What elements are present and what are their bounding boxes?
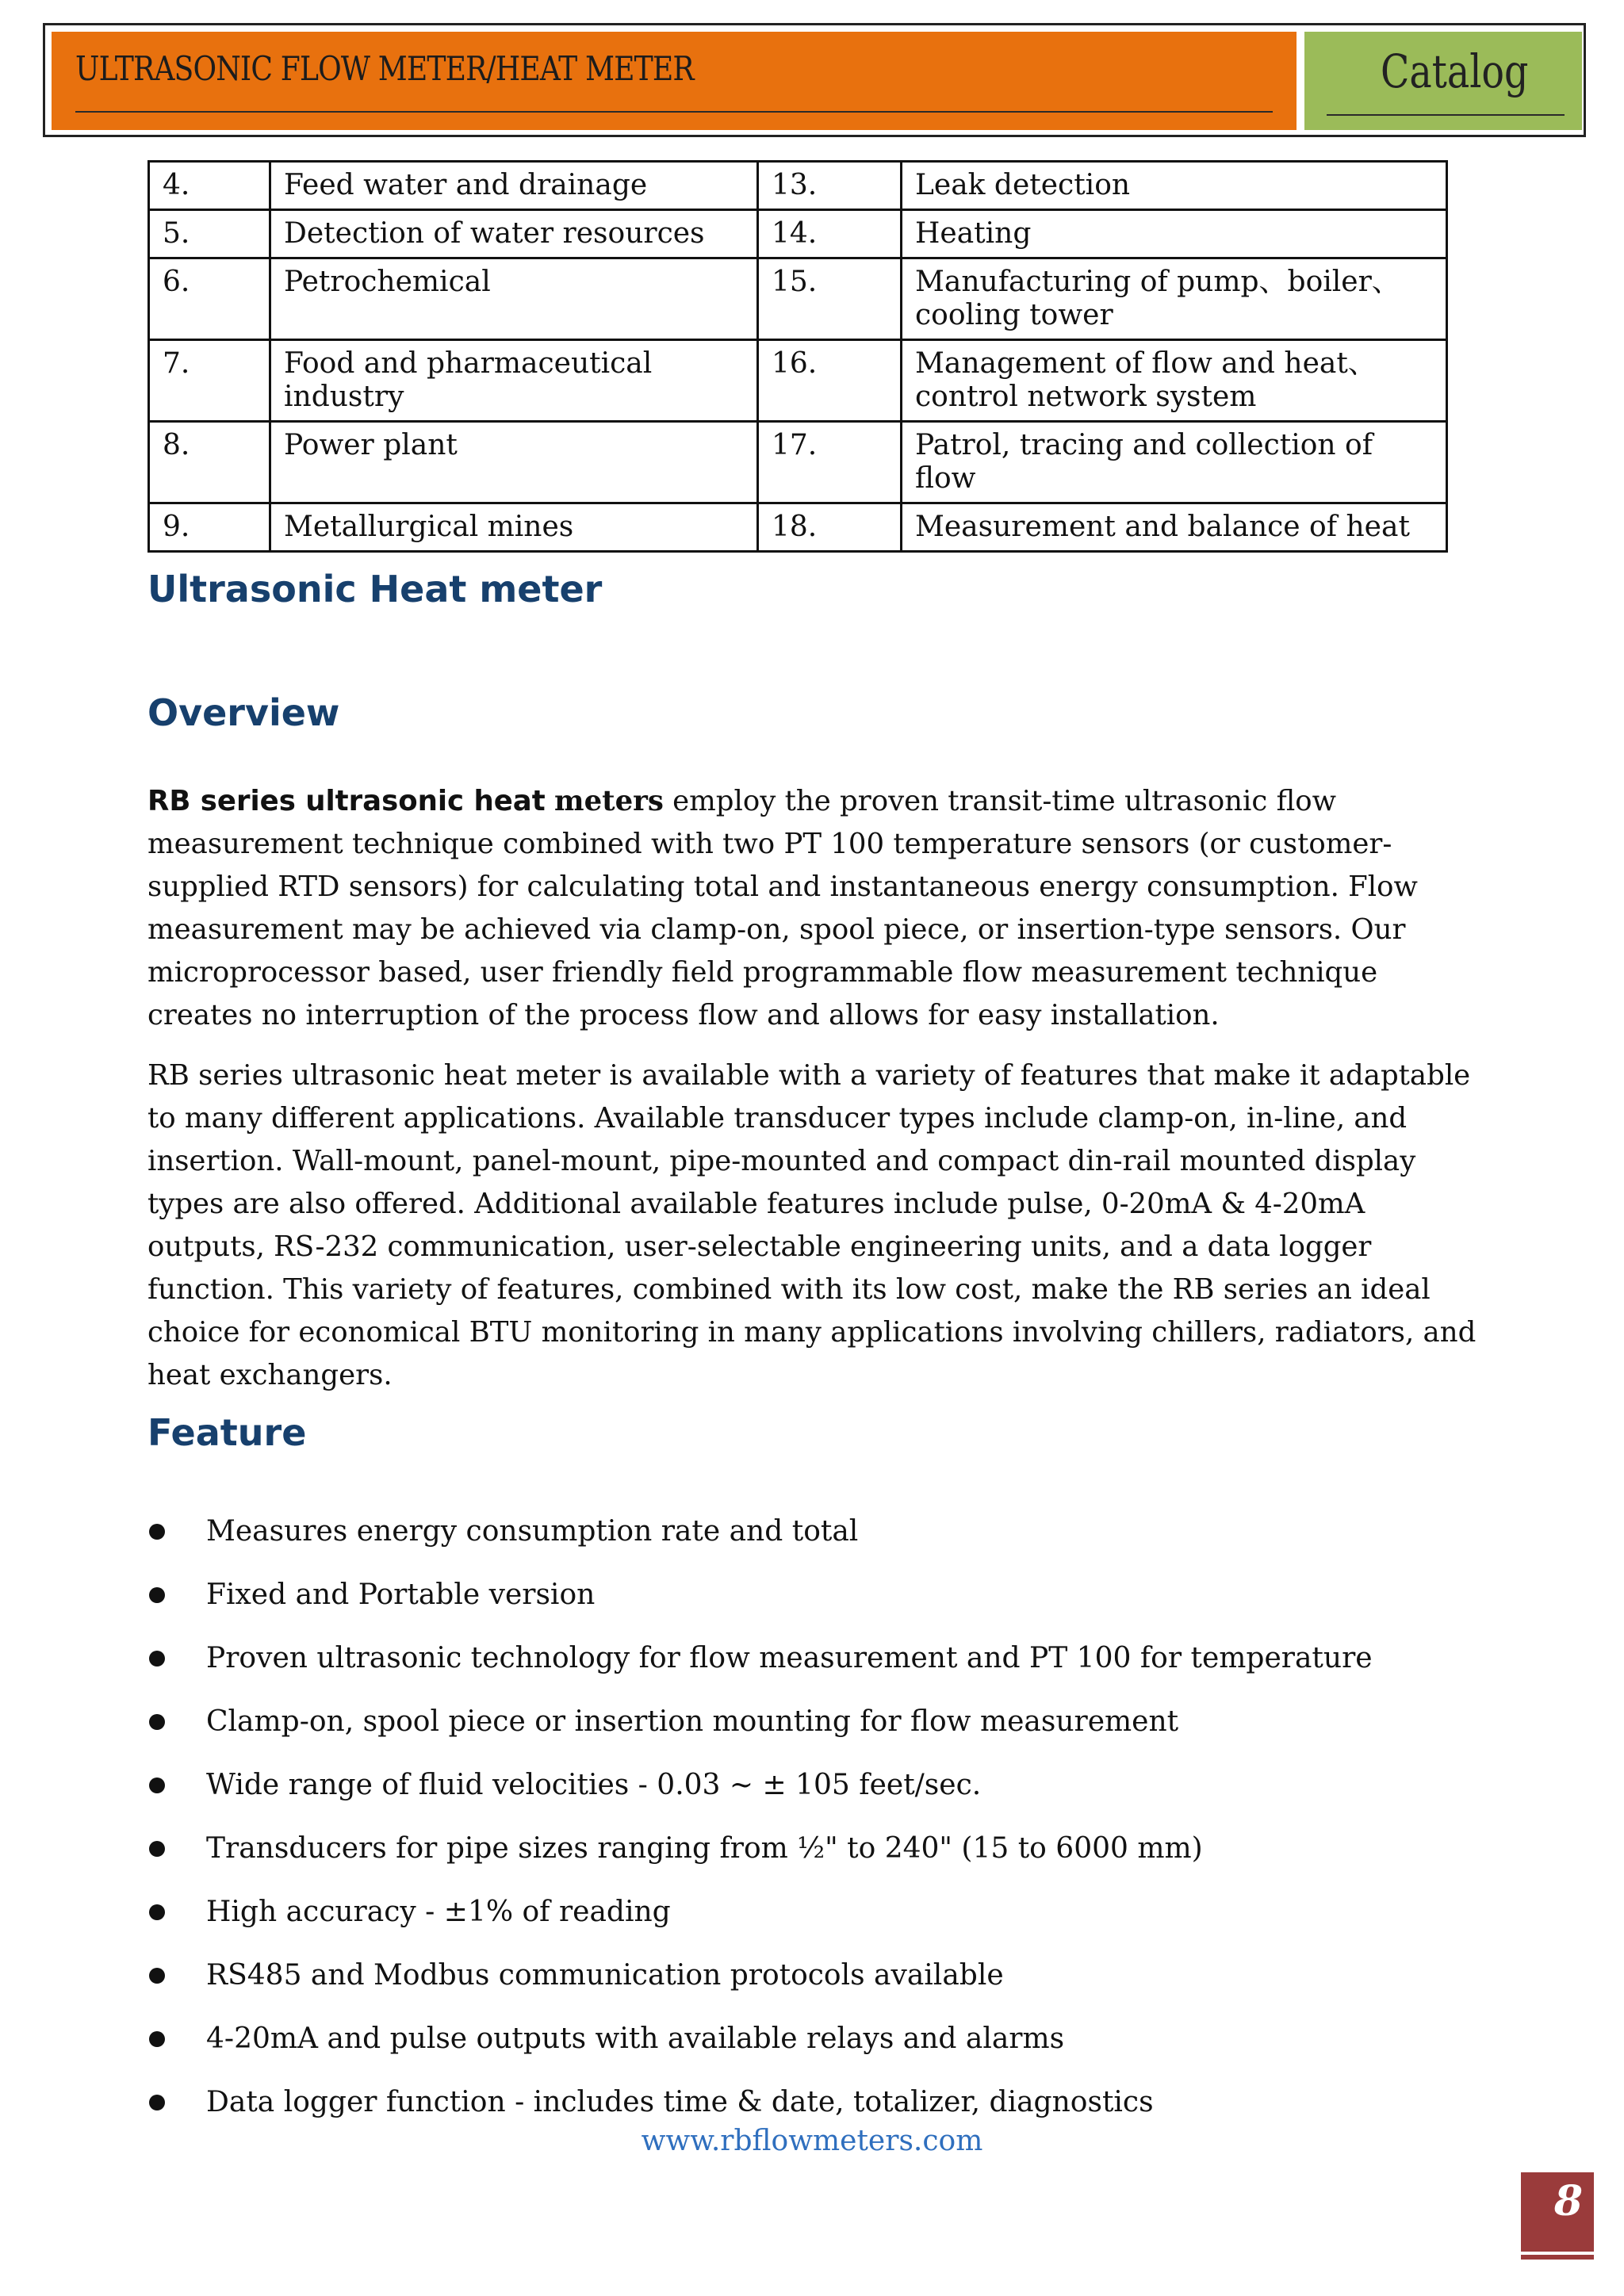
overview-bold-lead: RB series ultrasonic heat — [147, 785, 546, 817]
table-cell: Heating — [902, 210, 1447, 258]
bullet-icon — [149, 1841, 165, 1857]
heat-meter-heading: Ultrasonic Heat meter — [147, 568, 603, 610]
catalog-rule — [1327, 114, 1565, 116]
table-cell: Leak detection — [902, 162, 1447, 210]
table-cell: 5. — [149, 210, 270, 258]
catalog-label: Catalog — [1381, 44, 1529, 98]
table-cell: 9. — [149, 503, 270, 552]
bullet-icon — [149, 1904, 165, 1920]
table-row — [149, 258, 1447, 340]
table-row — [149, 210, 1447, 258]
feature-text: Transducers for pipe sizes ranging from ½" to 240" (15 to 6000 mm) — [206, 1832, 1203, 1865]
table-cell: Patrol, tracing and collection of flow — [902, 422, 1447, 503]
table-cell: Petrochemical — [270, 258, 758, 340]
table-cell: 7. — [149, 340, 270, 422]
list-item — [147, 1701, 1373, 1765]
table-cell: Manufacturing of pump、boiler、cooling tower — [902, 258, 1447, 340]
overview-paragraph-1 — [147, 780, 1480, 1037]
feature-text: 4-20mA and pulse outputs with available relays and alarms — [206, 2022, 1065, 2055]
table-cell: Feed water and drainage — [270, 162, 758, 210]
feature-list — [147, 1511, 1373, 2145]
website-link[interactable]: www.rbflowmeters.com — [641, 2125, 983, 2157]
list-item — [147, 1955, 1373, 2019]
table-cell: 15. — [758, 258, 902, 340]
feature-heading: Feature — [147, 1411, 307, 1454]
table-cell: 16. — [758, 340, 902, 422]
header-catalog-band — [1304, 32, 1582, 130]
table-row — [149, 422, 1447, 503]
bullet-icon — [149, 1777, 165, 1793]
list-item — [147, 1511, 1373, 1575]
table-cell: 6. — [149, 258, 270, 340]
page-number-underline — [1521, 2255, 1594, 2260]
list-item — [147, 1828, 1373, 1892]
table-cell: 4. — [149, 162, 270, 210]
list-item — [147, 1638, 1373, 1701]
overview-paragraph-1-text: employ the proven transit-time ultrasonic flow measurement technique combined with two PT 100 temperature sensors (or customer-supplied RTD sensors) for calculating total and instantaneous energy consumption. Flow measurement may be achieved via clamp-on, spool piece, or insertion-type sensors. Our microprocessor based, user friendly field programmable flow measurement technique creates no interruption of the process flow and allows for easy installation. — [147, 785, 1418, 1031]
page-number: 8 — [1553, 2177, 1583, 2225]
applications-table — [147, 160, 1448, 553]
table-cell: 17. — [758, 422, 902, 503]
table-cell: Management of flow and heat、 control network system — [902, 340, 1447, 422]
header-title-band — [52, 32, 1297, 130]
table-cell: 14. — [758, 210, 902, 258]
bullet-icon — [149, 1651, 165, 1667]
feature-text: Proven ultrasonic technology for flow measurement and PT 100 for temperature — [206, 1642, 1373, 1674]
overview-heading: Overview — [147, 691, 340, 734]
table-cell: Measurement and balance of heat — [902, 503, 1447, 552]
feature-text: High accuracy - ±1% of reading — [206, 1896, 671, 1928]
header-title: ULTRASONIC FLOW METER/HEAT METER — [75, 49, 694, 88]
bullet-icon — [149, 2031, 165, 2047]
table-cell: 13. — [758, 162, 902, 210]
list-item — [147, 1575, 1373, 1638]
header-title-rule — [75, 111, 1273, 113]
overview-bold-lead-2: meters — [554, 785, 664, 817]
bullet-icon — [149, 1714, 165, 1730]
table-cell: Food and pharmaceutical industry — [270, 340, 758, 422]
table-row — [149, 503, 1447, 552]
table-row — [149, 340, 1447, 422]
list-item — [147, 1892, 1373, 1955]
feature-text: Wide range of fluid velocities - 0.03 ~ ± 105 feet/sec. — [206, 1769, 982, 1801]
bullet-icon — [149, 1524, 165, 1540]
feature-text: Data logger function - includes time & date, totalizer, diagnostics — [206, 2086, 1154, 2118]
feature-text: RS485 and Modbus communication protocols available — [206, 1959, 1004, 1992]
page-number-box — [1521, 2172, 1594, 2260]
bullet-icon — [149, 1587, 165, 1603]
table-cell: Power plant — [270, 422, 758, 503]
table-cell: Detection of water resources — [270, 210, 758, 258]
list-item — [147, 2019, 1373, 2082]
bullet-icon — [149, 2095, 165, 2110]
table-cell: 18. — [758, 503, 902, 552]
page-header — [43, 23, 1586, 137]
overview-paragraph-2: RB series ultrasonic heat meter is available with a variety of features that make it adaptable to many different applications. Available transducer types include clamp-on, in-line, and insertion. Wall-mount, panel-mount, pipe-mounted and compact din-rail mounted display types are also offered. Additional available features include pulse, 0-20mA & 4-20mA outputs, RS-232 communication, user-selectable engineering units, and a data logger function. This variety of features, combined with its low cost, make the RB series an ideal choice for economical BTU monitoring in many applications involving chillers, radiators, and heat exchangers. — [147, 1059, 1477, 1391]
feature-text: Clamp-on, spool piece or insertion mounting for flow measurement — [206, 1705, 1179, 1738]
feature-text: Fixed and Portable version — [206, 1578, 596, 1611]
bullet-icon — [149, 1968, 165, 1984]
table-row — [149, 162, 1447, 210]
table-cell: 8. — [149, 422, 270, 503]
list-item — [147, 1765, 1373, 1828]
feature-text: Measures energy consumption rate and total — [206, 1515, 859, 1548]
table-cell: Metallurgical mines — [270, 503, 758, 552]
